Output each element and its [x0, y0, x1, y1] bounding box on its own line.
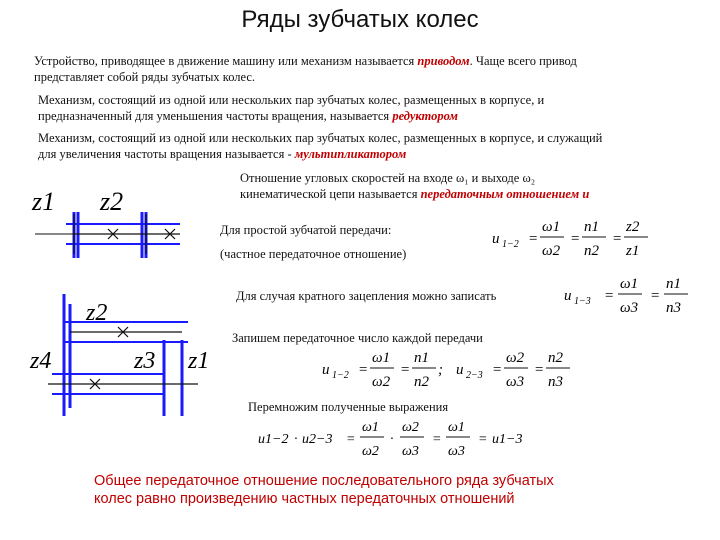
- svg-text:u: u: [456, 362, 464, 378]
- paragraph-multiplier: [38, 130, 708, 162]
- text-partial-ratio: (частное передаточное отношение): [220, 247, 407, 261]
- p3-line1: Механизм, состоящий из одной или нескольких пар зубчатых колес, размещенных в корпусе, и служащий: [38, 131, 603, 145]
- svg-text:u2−3: u2−3: [302, 432, 333, 447]
- svg-text:u: u: [492, 231, 500, 247]
- label-z2: z2: [100, 187, 124, 216]
- paragraph-reducer: [38, 92, 698, 124]
- conclusion: [94, 472, 694, 508]
- gear-pair-diagram: [30, 180, 210, 270]
- formula-u13: [560, 272, 700, 320]
- svg-text:n2: n2: [548, 350, 563, 366]
- term-multiplier: мультипликатором: [294, 147, 407, 161]
- svg-text:·: ·: [294, 432, 298, 447]
- svg-text:=: =: [346, 432, 356, 447]
- svg-text:=: =: [570, 231, 581, 247]
- p2-line1: Механизм, состоящий из одной или нескольких пар зубчатых колес, размещенных в корпусе, и: [38, 93, 545, 107]
- svg-text:ω1: ω1: [542, 219, 561, 235]
- svg-text:=: =: [478, 432, 488, 447]
- svg-text:ω3: ω3: [506, 374, 525, 390]
- label-z3: z3: [134, 348, 156, 374]
- p3-line2: для увеличения частоты вращения называется -: [38, 147, 295, 161]
- svg-text:n2: n2: [584, 243, 599, 259]
- svg-text:u1−3: u1−3: [492, 432, 523, 447]
- svg-text:ω3: ω3: [402, 444, 419, 459]
- text-each-gear: Запишем передаточное число каждой передачи: [232, 331, 483, 345]
- label-z2-train: z2: [86, 300, 108, 326]
- svg-text:1−2: 1−2: [332, 370, 349, 381]
- svg-text:ω1: ω1: [372, 350, 391, 366]
- svg-text:=: =: [358, 362, 369, 378]
- svg-text:=: =: [612, 231, 623, 247]
- svg-text:ω2: ω2: [506, 350, 525, 366]
- svg-text:n3: n3: [548, 374, 563, 390]
- p4-line1: Отношение угловых скоростей на входе ω₁ и выходе ω₂: [240, 171, 536, 185]
- svg-text:=: =: [432, 432, 442, 447]
- svg-text:ω2: ω2: [402, 420, 419, 435]
- svg-text:z1: z1: [626, 243, 640, 259]
- p2-line2: предназначенный для уменьшения частоты вращения, называется: [38, 109, 393, 123]
- svg-text:1−2: 1−2: [502, 239, 519, 250]
- svg-text:=: =: [400, 362, 411, 378]
- svg-text:·: ·: [390, 432, 394, 447]
- svg-text:n1: n1: [414, 350, 429, 366]
- p1-text-2: . Чаще всего привод: [469, 54, 577, 68]
- svg-text:=: =: [604, 288, 615, 304]
- formula-u12: [318, 346, 448, 394]
- p4-line2: кинематической цепи называется: [240, 187, 421, 201]
- text-simple-gear: Для простой зубчатой передачи:: [220, 223, 392, 237]
- svg-text:=: =: [650, 288, 661, 304]
- svg-text:ω3: ω3: [448, 444, 465, 459]
- svg-text:n1: n1: [666, 276, 681, 292]
- svg-text:n1: n1: [584, 219, 599, 235]
- text-multiple-mesh: Для случая кратного зацепления можно записать: [236, 289, 497, 303]
- conclusion-line1: Общее передаточное отношение последовательного ряда зубчатых: [94, 473, 554, 489]
- term-ratio: передаточным отношением u: [420, 187, 590, 201]
- term-reducer: редуктором: [392, 109, 458, 123]
- svg-text:n3: n3: [666, 300, 681, 316]
- formula-u12-simple: [488, 215, 668, 259]
- label-z1-train: z1: [188, 348, 210, 374]
- paragraph-drive: [34, 53, 694, 85]
- svg-text:ω2: ω2: [542, 243, 561, 259]
- term-drive: приводом: [417, 54, 470, 68]
- svg-text:1−3: 1−3: [574, 296, 591, 307]
- svg-text:ω2: ω2: [362, 444, 379, 459]
- p1-line2: представляет собой ряды зубчатых колес.: [34, 70, 256, 84]
- svg-text:=: =: [534, 362, 545, 378]
- svg-text:n2: n2: [414, 374, 429, 390]
- conclusion-line2: колес равно произведению частных передаточных отношений: [94, 491, 515, 507]
- svg-text:ω2: ω2: [372, 374, 391, 390]
- svg-text:u1−2: u1−2: [258, 432, 289, 447]
- page-title: Ряды зубчатых колес: [241, 6, 479, 33]
- svg-text:ω1: ω1: [448, 420, 465, 435]
- svg-text:;: ;: [438, 362, 443, 378]
- formula-product: [254, 414, 534, 464]
- svg-text:ω3: ω3: [620, 300, 639, 316]
- svg-text:z2: z2: [626, 219, 640, 235]
- paragraph-ratio: [240, 170, 680, 202]
- gear-train-diagram: [28, 290, 218, 420]
- svg-text:ω1: ω1: [362, 420, 379, 435]
- svg-text:=: =: [528, 231, 539, 247]
- label-z4: z4: [30, 348, 52, 374]
- label-z1: z1: [32, 187, 56, 216]
- p1-text: Устройство, приводящее в движение машину или механизм называется: [34, 54, 418, 68]
- svg-text:ω1: ω1: [620, 276, 639, 292]
- svg-text:=: =: [492, 362, 503, 378]
- svg-text:2−3: 2−3: [466, 370, 483, 381]
- text-multiply: Перемножим полученные выражения: [248, 400, 449, 414]
- svg-text:u: u: [564, 288, 572, 304]
- svg-text:u: u: [322, 362, 330, 378]
- formula-u23: [452, 346, 582, 394]
